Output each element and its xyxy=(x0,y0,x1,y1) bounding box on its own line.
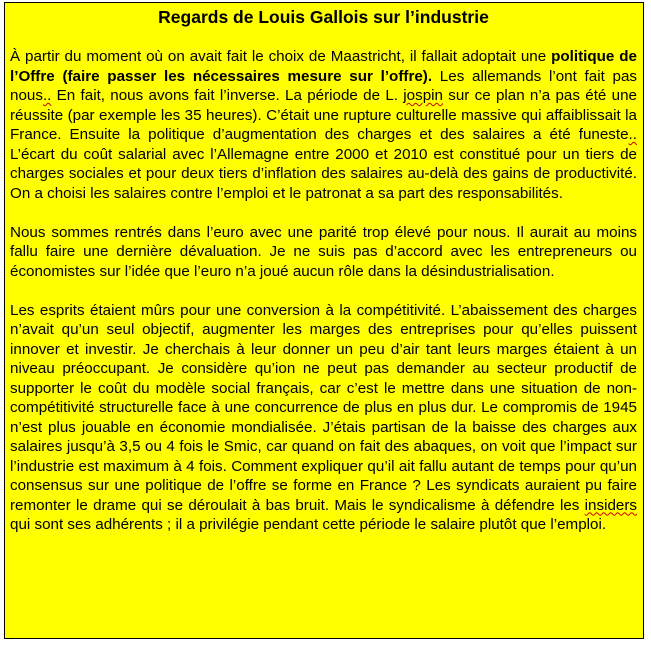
paragraph-1 xyxy=(10,47,637,203)
spellcheck-word-jospin: jospin xyxy=(403,87,443,104)
paragraph-1-text-a: À partir du moment où on avait fait le choix de Maastricht, il fallait adoptait une xyxy=(10,48,552,65)
paragraph-1-text-d: sur ce plan n’a pas été une réussite (par exemple les 35 heures). C’était une rupture culturelle massive qui affaiblissait la France. Ensuite la politique d’augmentation des charges et des salaires a été funeste xyxy=(10,87,637,143)
paragraph-3-text-a: Les esprits étaient mûrs pour une conversion à la compétitivité. L’abaissement des charges n’avait qu’un seul objectif, augmenter les marges des entreprises pour qu’elles puissent innover et investir. Je cherchais à leur donner un peu d’air tant leurs marges étaient à un niveau préoccupant. Je considère qu’ion ne peut pas demander au secteur productif de supporter le coût du modèle social français, car c’est le mettre dans une situation de non-compétitivité structurelle face à une concurrence de plus en plus dur. Le compromis de 1945 n’est plus jouable en économie mondialisée. J’étais partisan de la baisse des charges aux salaires jusqu’à 3,5 ou 4 fois le Smic, car quand on fait des abaques, on voit que l’impact sur l’industrie est maximum à 4 fois. Comment expliquer qu’il ait fallu autant de temps pour qu’un consensus sur une politique de l’offre se forme en France ? Les syndicats auraient pu faire remonter le drame qui se déroulait à bas bruit. Mais le syndicalisme à défendre les xyxy=(10,301,637,514)
paragraph-3-text-b: qui sont ses adhérents ; il a privilégie pendant cette période le salaire plutôt que l’emploi. xyxy=(10,516,607,533)
spellcheck-word-insiders: insiders xyxy=(584,496,637,514)
paragraph-2: Nous sommes rentrés dans l’euro avec une parité trop élevé pour nous. Il aurait au moins fallu faire une dernière dévaluation. Je ne suis pas d’accord avec les entrepreneurs ou économistes sur l’idée que l’euro n’a joué aucun rôle dans la désindustrialisation. xyxy=(10,223,637,280)
document-title: Regards de Louis Gallois sur l’industrie xyxy=(158,7,489,27)
paragraph-1-text-c: En fait, nous avons fait l’inverse. La période de L. xyxy=(51,87,404,104)
paragraph-1-text-e: L’écart du coût salarial avec l’Allemagne entre 2000 et 2010 est constitué pour un tiers de charges sociales et pour deux tiers d’inflation des salaires au-delà des gains de productivité. On a choisi les salaires contre l’emploi et le patronat a sa part des responsabilités. xyxy=(10,145,637,202)
spellcheck-mark-2: .. xyxy=(628,126,637,143)
spellcheck-mark-1: .. xyxy=(42,87,52,104)
paragraph-1-bold-statement: politique de l’Offre (faire passer les nécessaires mesure sur l’offre). xyxy=(10,48,638,85)
document-box xyxy=(4,2,644,639)
paragraph-1-text-b: Les allemands l’ont fait pas nous xyxy=(10,67,637,104)
paragraph-3 xyxy=(10,301,637,535)
